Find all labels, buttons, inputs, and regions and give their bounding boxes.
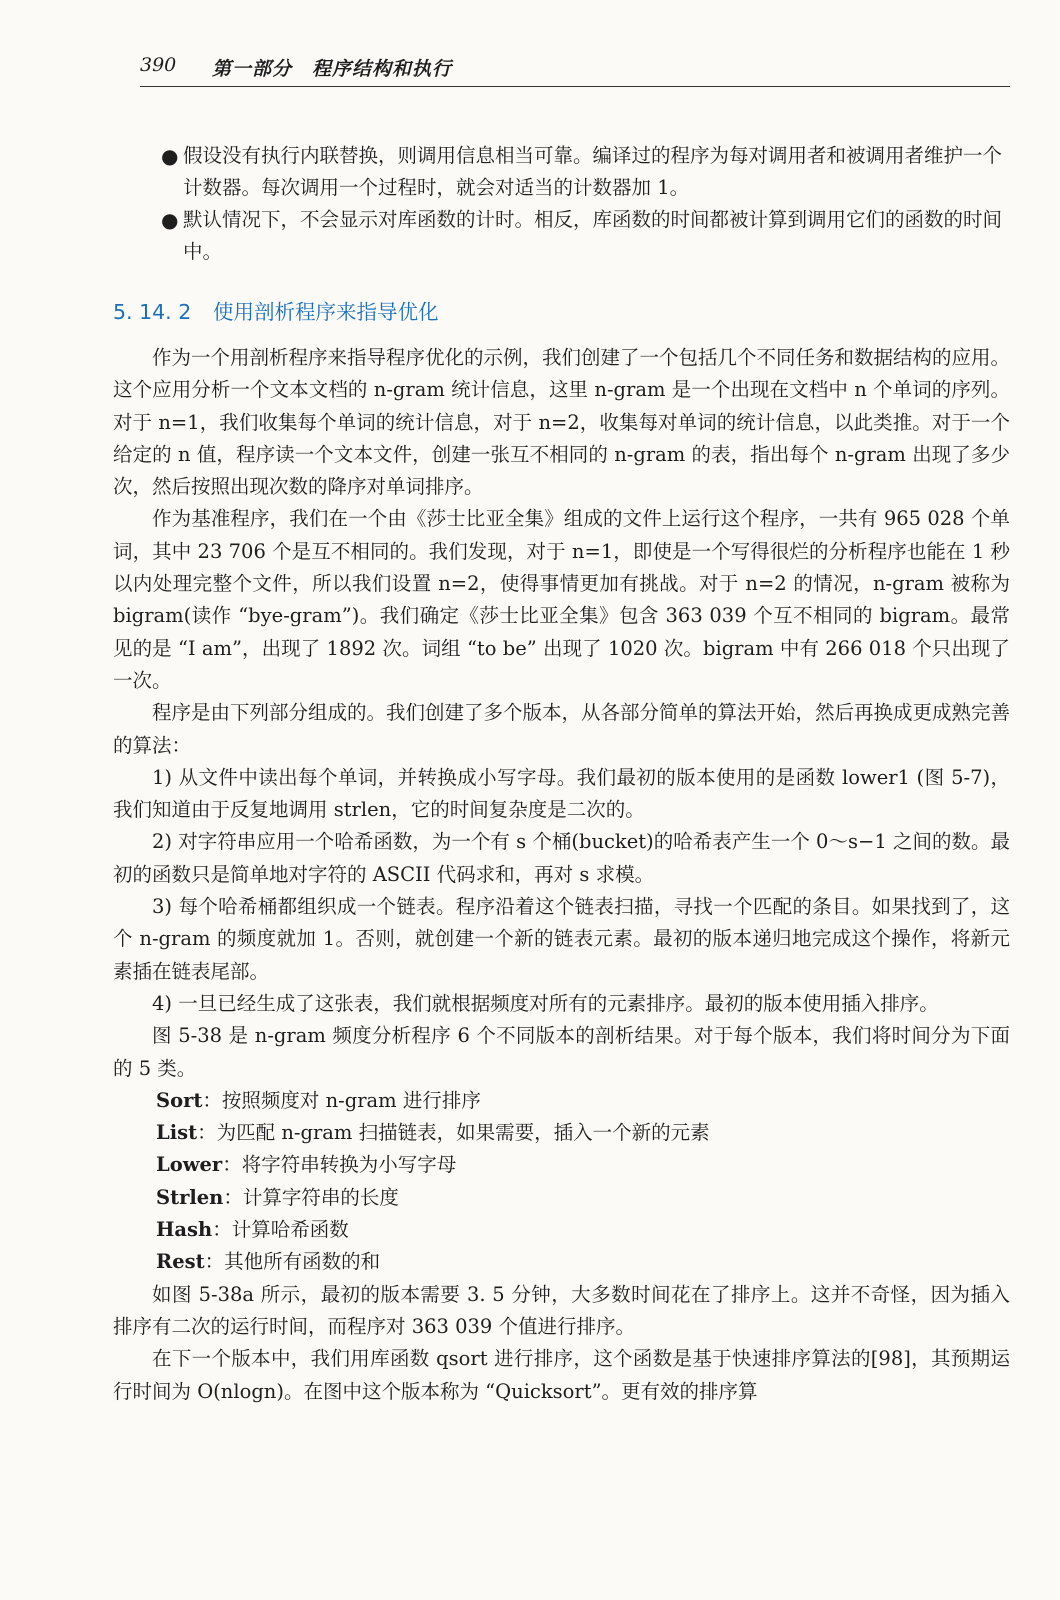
- bullet-dot-icon: ●: [161, 208, 179, 232]
- bullet-list: [113, 140, 1010, 268]
- category-list: [113, 1085, 1010, 1279]
- category-desc: 为匹配 n-gram 扫描链表，如果需要，插入一个新的元素: [216, 1121, 710, 1145]
- category-term: Rest: [156, 1250, 205, 1274]
- category-desc: 其他所有函数的和: [224, 1250, 381, 1274]
- category-term: Lower: [156, 1153, 223, 1177]
- bullet-text: 默认情况下，不会显示对库函数的计时。相反，库函数的时间都被计算到调用它们的函数的时间中。: [183, 208, 1003, 263]
- paragraph: 3) 每个哈希桶都组织成一个链表。程序沿着这个链表扫描，寻找一个匹配的条目。如果找到了，这个 n-gram 的频度就加 1。否则，就创建一个新的链表元素。最初的版本递归地完成这个操作，将新元素插在链表尾部。: [113, 895, 1010, 983]
- page-body: [113, 140, 1010, 1408]
- category-desc: 将字符串转换为小写字母: [241, 1153, 457, 1177]
- category-desc: 按照频度对 n-gram 进行排序: [221, 1088, 481, 1112]
- paragraph: 作为一个用剖析程序来指导程序优化的示例，我们创建了一个包括几个不同任务和数据结构的应用。这个应用分析一个文本文档的 n-gram 统计信息，这里 n-gram 是一个出现在文档中 n 个单词的序列。对于 n=1，我们收集每个单词的统计信息，对于 n=2，收集每对单词的统计信息，以此类推。对于一个给定的 n 值，程序读一个文本文件，创建一张互不相同的 n-gram 的表，指出每个 n-gram 出现了多少次，然后按照出现次数的降序对单词排序。: [113, 346, 1011, 499]
- category-desc: 计算哈希函数: [231, 1218, 349, 1242]
- category-desc: 计算字符串的长度: [242, 1185, 399, 1209]
- paragraph: 如图 5-38a 所示，最初的版本需要 3. 5 分钟，大多数时间花在了排序上。这并不奇怪，因为插入排序有二次的运行时间，而程序对 363 039 个值进行排序。: [113, 1282, 1010, 1338]
- paragraph: 1) 从文件中读出每个单词，并转换成小写字母。我们最初的版本使用的是函数 lower1 (图 5-7)，我们知道由于反复地调用 strlen，它的时间复杂度是二次的。: [113, 765, 1010, 822]
- paragraph: 作为基准程序，我们在一个由《莎士比亚全集》组成的文件上运行这个程序，一共有 965 028 个单词，其中 23 706 个是互不相同的。我们发现，对于 n=1，即使是一个写得很烂的分析程序也能在 1 秒以内处理完整个文件，所以我们设置 n=2，使得事情更加有挑战。对于 n=2 的情况，n-gram 被称为 bigram(读作 “bye-gram”)。我们确定《莎士比亚全集》包含 363 039 个互不相同的 bigram。最常见的是 “I am”，出现了 1892 次。词组 “to be” 出现了 1020 次。bigram 中有 266 018 个只出现了一次。: [113, 507, 1010, 692]
- section-title: 使用剖析程序来指导优化: [213, 300, 439, 324]
- paragraph: 2) 对字符串应用一个哈希函数，为一个有 s 个桶(bucket)的哈希表产生一个 0～s−1 之间的数。最初的函数只是简单地对字符的 ASCII 代码求和，再对 s 求模。: [113, 830, 1010, 886]
- header-title: 第一部分 程序结构和执行: [212, 58, 453, 80]
- category-term: Hash: [156, 1218, 213, 1242]
- category-term: Sort: [156, 1088, 203, 1112]
- category-term: List: [156, 1121, 198, 1145]
- paragraph: 在下一个版本中，我们用库函数 qsort 进行排序，这个函数是基于快速排序算法的[98]，其预期运行时间为 O(nlogn)。在图中这个版本称为 “Quicksort”。更有效的排序算: [113, 1347, 1010, 1403]
- bullet-dot-icon: ●: [161, 144, 179, 168]
- category-item: Strlen：计算字符串的长度: [156, 1185, 399, 1209]
- category-term: Strlen: [156, 1185, 224, 1209]
- paragraph: 图 5-38 是 n-gram 频度分析程序 6 个不同版本的剖析结果。对于每个版本，我们将时间分为下面的 5 类。: [113, 1024, 1010, 1080]
- category-item: Hash：计算哈希函数: [156, 1218, 349, 1242]
- running-header: [140, 50, 1010, 87]
- category-item: Sort：按照频度对 n-gram 进行排序: [156, 1088, 481, 1112]
- category-item: List：为匹配 n-gram 扫描链表，如果需要，插入一个新的元素: [156, 1121, 710, 1145]
- section-number: 5. 14. 2: [113, 300, 192, 324]
- bullet-text: 假设没有执行内联替换，则调用信息相当可靠。编译过的程序为每对调用者和被调用者维护一个计数器。每次调用一个过程时，就会对适当的计数器加 1。: [183, 144, 1003, 199]
- section-heading: [113, 296, 1010, 328]
- category-item: Rest：其他所有函数的和: [156, 1250, 381, 1274]
- paragraph: 4) 一旦已经生成了这张表，我们就根据频度对所有的元素排序。最初的版本使用插入排序。: [152, 991, 939, 1015]
- category-item: Lower：将字符串转换为小写字母: [156, 1153, 457, 1177]
- bullet-item: [113, 140, 1010, 204]
- bullet-item: [113, 204, 1010, 268]
- page-number: 390: [140, 54, 177, 76]
- paragraph: 程序是由下列部分组成的。我们创建了多个版本，从各部分简单的算法开始，然后再换成更成熟完善的算法：: [113, 701, 1011, 757]
